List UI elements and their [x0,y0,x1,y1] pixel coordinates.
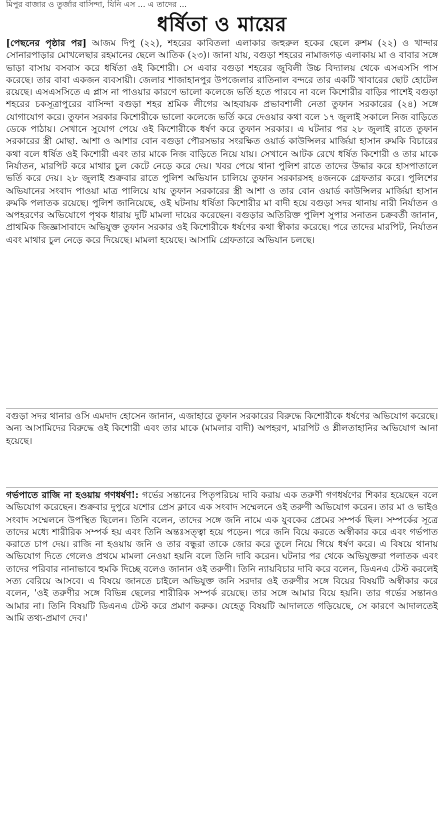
article-paragraph [6,38,438,406]
article-paragraph [6,490,438,808]
paragraph-divider [6,487,438,488]
cut-off-top-line: মিপুর বাজার ও তুর্জার বাসিন্দা, যিনি এস ... এ তাদের ... [6,0,187,9]
paragraph-text: আজম দিপু (২২), শহরের কাবিতলা এলাকার জহুরুল হকের ছেলে রুশম (২২) ও খান্দার সোনারপাড়ার মোখলেছার রহমানের ছেলে আতিক (২৩)। জানা যায়, বগুড়া শহরের নামাজগড় এলাকায় মা ও বাবার সঙ্গে ভাড়া বাসায় বসবাস করে ধর্ষিতা ওই কিশোরী। সে এবার বগুড়া শহরের জুবিলী উচ্চ বিদ্যালয় থেকে এসএসসি পাস করেছে। তার বাবা একজন ব্যবসায়ী। জেলার শাজাহানপুর উপজেলার রাতিনাল বন্দরে তার একটি খাবারের ছোট হোটেল রয়েছে। এসএসসিতে এ প্লাস না পাওয়ার কারণে ভালো কলেজে ভর্তি হতে পারবে না বলে কিশোরীর বাড়ির পাশেই বগুড়া শহরের চকসূত্রাপুরের বাসিন্দা বগুড়া শহর শ্রমিক লীগের আহবায়ক প্রভাবশালী নেতা তুফান সরকারের (২৪) সঙ্গে যোগাযোগ করে। তুফান সরকার কিশোরীকে ভালো কলেজে ভর্তি করে দেওয়ার কথা বলে ১৭ জুলাই সকালে নিজ বাড়িতে ডেকে পাঠায়। সেখানে সুযোগ পেয়ে ওই কিশোরীকে ধর্ষণ করে তুফান সরকার। এ ঘটনার পর ২৮ জুলাই রাতে তুফান সরকারের স্ত্রী মোছা. আশা ও আশার বোন বগুড়া পৌরসভার সংরক্ষিত ওয়ার্ড কাউন্সিলর মার্জিয়া হাসান রুমকি বিচারের কথা বলে ধর্ষিত ওই কিশোরী এবং তার মাকে নিজ বাড়িতে নিয়ে যায়। সেখানে আটক রেখে ধর্ষিত কিশোরী ও তার মাকে নির্যাতন, মারপিট করে মাথার চুল কেটে নেড়ে করে দেয়। খবর পেয়ে থানা পুলিশ রাতে তাদের উদ্ধার করে হাসপাতালে ভর্তি করে দেয়। ২৮ জুলাই শুক্রবার রাতে পুলিশ অভিযান চালিয়ে তুফান সরকারসহ ৪জনকে গ্রেফতার করে। পুলিশের অভিযানের সংবাদ পাওয়া মাত্র পালিয়ে যায় তুফান সরকারের স্ত্রী আশা ও তার বোন ওয়ার্ড কাউন্সিলর মার্জিয়া হাসান রুমকি পলাতক রয়েছে। পুলিশ জানিয়েছে, ওই ঘটনায় ধর্ষিতা কিশোরীর মা বাদী হয়ে বগুড়া সদর থানায় নারী নির্যাতন ও অপহরণের অভিযোগে পৃথক ধারায় দুটি মামলা দায়ের করেছেন। বগুড়ার অতিরিক্ত পুলিশ সুপার সনাতন চক্রবর্তী জানান, প্রাথমিক জিজ্ঞাসাবাদে অভিযুক্ত তুফান সরকার ওই কিশোরীকে ধর্ষণের কথা স্বীকার করেছে। পরে তাদের মারপিট, নির্যাতন এবং মাথার চুল নেড়ে করে দিয়েছে। মামলা হয়েছে। আসামি গ্রেফতারে অভিযান চলছে। [6,39,438,246]
article-headline: ধর্ষিতা ও মায়ের [157,12,287,36]
subheading-abortion-refusal: গর্ভপাতে রাজি না হওয়ায় গণধর্ষণ!: [6,490,139,501]
article-paragraph [6,411,438,485]
paragraph-text: গর্ভের সন্তানের পিতৃপরিচয় দাবি করায় এক তরুণী গণধর্ষণের শিকার হয়েছেন বলে অভিযোগ করেছেন। শুক্রবার দুপুরে যশোর প্রেস ক্লাবে এক সংবাদ সম্মেলনে ওই তরুণী অভিযোগ করেন। তার মা ও ভাইও সংবাদ সম্মেলনে উপস্থিত ছিলেন। তিনি বলেন, তাদের সঙ্গে জনি নামে এক যুবকের প্রেমের সম্পর্ক ছিল। সম্পর্কের সূত্রে তাদের মধ্যে শারীরিক সম্পর্ক হয় এবং তিনি অন্তঃসত্ত্বা হয়ে পড়েন। পরে জনি বিয়ে করতে অস্বীকার করে এবং গর্ভপাত করাতে চাপ দেয়। রাজি না হওয়ায় জনি ও তার বন্ধুরা তাকে জোর করে তুলে নিয়ে গিয়ে ধর্ষণ করে। এ বিষয়ে থানায় অভিযোগ দিতে গেলেও প্রথমে মামলা নেওয়া হয়নি বলে তিনি দাবি করেন। ঘটনার পর থেকে অভিযুক্তরা পলাতক এবং তাদের পরিবার নানাভাবে হুমকি দিচ্ছে বলেও জানান ওই তরুণী। তিনি ন্যায়বিচার দাবি করে বলেন, ডিএনএ টেস্ট করলেই সত্য বেরিয়ে আসবে। এ বিষয়ে জানতে চাইলে অভিযুক্ত জনি সরদার ওই তরুণীর সঙ্গে বিয়ের বিষয়টি অস্বীকার করে বলেন, 'ওই তরুণীর সঙ্গে বিভিন্ন ছেলের শারীরিক সম্পর্ক রয়েছে। তার সঙ্গে আমার বিয়ে হয়নি। তার গর্ভের সন্তানও আমার না। তিনি বিষয়টি ডিএনএ টেস্ট করে প্রমাণ করুক। যেহেতু বিষয়টি আদালতে গড়িয়েছে, সে কারণে আদালতেই আমি তথ্য-প্রমাণ দেব।' [6,491,438,624]
continued-from-back-page-label: [পেছনের পৃষ্ঠার পর] [6,38,87,49]
paragraph-text: বগুড়া সদর থানার ওসি এমদাদ হোসেন জানান, এজাহারে তুফান সরকারের বিরুদ্ধে কিশোরীকে ধর্ষণের অভিযোগ করেছে। অন্য আসামিদের বিরুদ্ধে ওই কিশোরী এবং তার মাকে (মামলার বাদী) অপহরণ, মারপিট ও শ্লীলতাহানির অভিযোগ আনা হয়েছে। [6,412,438,447]
article-body [6,38,438,808]
paragraph-divider [6,408,438,409]
